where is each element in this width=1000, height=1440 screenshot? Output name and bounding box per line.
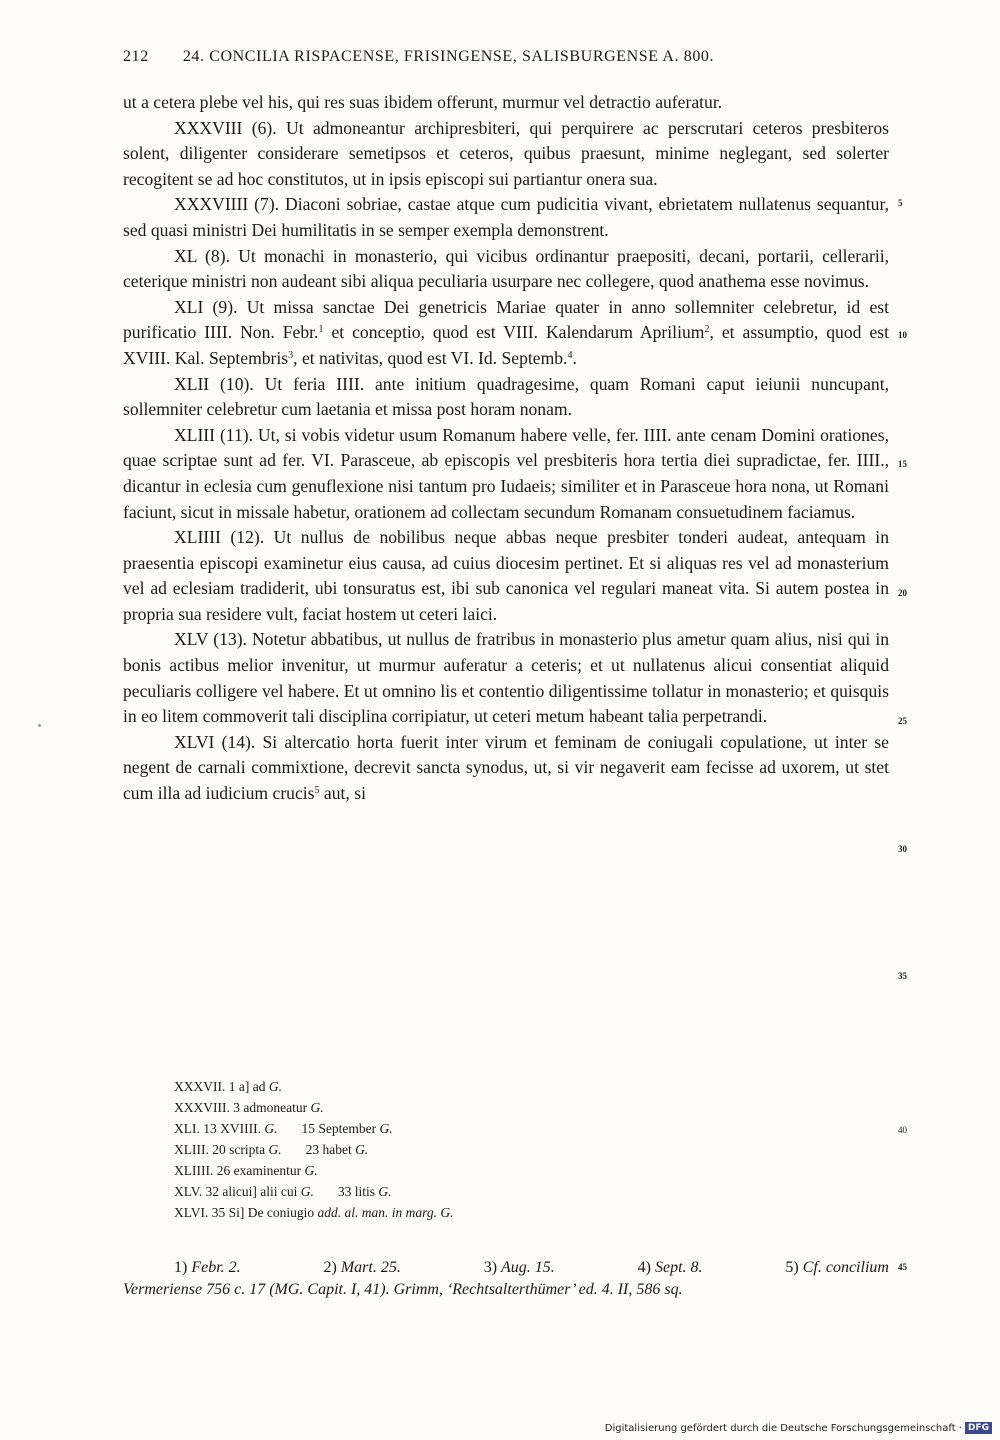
footnote-1 bbox=[174, 1257, 241, 1279]
line-number: 15 bbox=[898, 459, 907, 469]
footnote-ref-5: 5 bbox=[314, 785, 320, 797]
apparatus-siglum: G. bbox=[379, 1121, 393, 1136]
footnote-text: Aug. 15. bbox=[501, 1259, 555, 1276]
main-text bbox=[123, 90, 889, 807]
canon-xlvi-text-a: XLVI (14). Si altercatio horta fuerit inter virum et feminam de coniugali copulatione, ut inter se negent de carnali commixtione, decrevit sancta synodus, ut, si vir negaverit eam fecisse ad uxorem, ut stet cum illa ad iudicium crucis bbox=[123, 731, 889, 804]
canon-xli-text-b: et conceptio, quod est VIII. Kalendarum Aprilium bbox=[323, 322, 705, 343]
footnote-number: 2) bbox=[323, 1259, 341, 1276]
dfg-logo: DFG bbox=[965, 1422, 992, 1434]
canon-xli-text-d: , et nativitas, quod est VI. Id. Septemb. bbox=[293, 347, 568, 368]
apparatus-text: 33 litis bbox=[337, 1184, 379, 1199]
canon-xli-text-e: . bbox=[572, 347, 577, 368]
digitization-credit bbox=[605, 1422, 992, 1434]
footnote-number: 1) bbox=[174, 1259, 192, 1276]
margin-speck bbox=[38, 724, 41, 727]
canon-xxxviii: XXXVIII (6). Ut admoneantur archipresbiteri, qui perquirere ac perscrutari ceteros presbiteros solent, diligenter considerare semetipsos et ceteros, quibus praesunt, minime neglegant, sed solerter recogitent se ad hoc constitutos, ut in ipsis episcopi sui partiantur onera sua. bbox=[123, 117, 889, 189]
apparatus-line bbox=[174, 1181, 454, 1202]
apparatus-text: XLIII. 20 scripta bbox=[174, 1142, 269, 1157]
apparatus-siglum: G. bbox=[268, 1079, 282, 1094]
apparatus-text: XLI. 13 XVIIII. bbox=[174, 1121, 265, 1136]
footnote-number: 3) bbox=[483, 1259, 502, 1276]
canon-xli-text-a: XLI (9). Ut missa sanctae Dei genetricis Mariae quater in anno sollemniter celebretur, id est purificatio IIII. Non. Febr. bbox=[123, 296, 889, 343]
apparatus-line bbox=[174, 1160, 454, 1181]
apparatus-siglum: G. bbox=[264, 1121, 278, 1136]
apparatus-text: XXXVIII. 3 admoneatur bbox=[174, 1100, 311, 1115]
apparatus-siglum: G. bbox=[355, 1142, 369, 1157]
footnote-continuation bbox=[123, 1279, 889, 1301]
apparatus-siglum: G. bbox=[268, 1142, 282, 1157]
canon-xli bbox=[123, 295, 889, 372]
line-number: 45 bbox=[898, 1262, 907, 1272]
apparatus-text: 23 habet bbox=[305, 1142, 356, 1157]
line-number: 20 bbox=[898, 588, 907, 598]
footnote-2 bbox=[324, 1257, 401, 1279]
line-number: 40 bbox=[898, 1125, 907, 1135]
footnote-ref-4: 4 bbox=[567, 349, 573, 361]
canon-xlv: XLV (13). Notetur abbatibus, ut nullus de fratribus in monasterio plus ametur quam alius, nisi qui in bonis actibus melior invenitur, ut murmur auferatur a ceteris; et ut nullatenus alicui consentiat aliquid peculiaris colligere vel habere. Et ut omnino lis et contentio diligentissime tollatur in monasterio; et quisquis in eo litem commoverit tali disciplina corripiatur, ut ceteri metum habeant talia perpetrandi. bbox=[123, 629, 889, 727]
apparatus-text: XLIIII. 26 examinentur bbox=[174, 1163, 305, 1178]
footnote-row bbox=[123, 1257, 889, 1279]
running-header bbox=[123, 48, 714, 66]
apparatus-text: XLVI. 35 Si] De coniugio bbox=[174, 1205, 318, 1220]
line-number: 5 bbox=[898, 198, 903, 208]
apparatus-line bbox=[174, 1202, 454, 1223]
apparatus-line bbox=[174, 1118, 454, 1139]
apparatus-line bbox=[174, 1097, 454, 1118]
footnote-5 bbox=[785, 1257, 889, 1279]
footnote-ref-1: 1 bbox=[318, 324, 324, 336]
line-number: 10 bbox=[898, 330, 907, 340]
apparatus-line bbox=[174, 1076, 454, 1097]
canon-xlii: XLII (10). Ut feria IIII. ante initium quadragesime, quam Romani caput ieiunii nuncupant, sollemniter celebretur cum laetania et missa post horam nonam. bbox=[123, 373, 889, 420]
footnote-ref-3: 3 bbox=[288, 349, 294, 361]
credit-text: Digitalisierung gefördert durch die Deutsche Forschungsgemeinschaft · bbox=[604, 1422, 962, 1434]
critical-apparatus bbox=[174, 1076, 907, 1223]
line-number: 35 bbox=[898, 971, 907, 981]
apparatus-siglum: G. bbox=[310, 1100, 324, 1115]
apparatus-text: XXXVII. 1 a] ad bbox=[174, 1079, 269, 1094]
footnote-text: Mart. 25. bbox=[340, 1259, 401, 1276]
footnote-text: Febr. 2. bbox=[191, 1259, 241, 1276]
footnote-ref-2: 2 bbox=[704, 324, 710, 336]
apparatus-siglum: G. bbox=[304, 1163, 318, 1178]
canon-xlvi bbox=[123, 730, 889, 807]
canon-xxxviiii: XXXVIIII (7). Diaconi sobriae, castae atque cum pudicitia vivant, ebrietatem nullatenus sequantur, sed quasi ministri Dei humilitatis in se semper exempla demonstrent. bbox=[123, 194, 889, 240]
canon-xliii: XLIII (11). Ut, si vobis videtur usum Romanum habere velle, fer. IIII. ante cenam Domini orationes, quae scriptae sunt ad fer. VI. Parasceue, ab episcopis vel presbiteris hora tertia diei supradictae, fer. IIII., dicantur in eclesia cum genuflexione nisi tantum pro Iudaeis; similiter et in Parasceue hora nona, ut Romani faciunt, sicut in missale habetur, orationem ad collectam secundum Romanam consuetudinem faciamus. bbox=[123, 424, 889, 522]
paragraph-continuation: ut a cetera plebe vel his, qui res suas ibidem offerunt, murmur vel detractio auferatur. bbox=[123, 92, 723, 112]
footnote-text: Sept. 8. bbox=[655, 1259, 703, 1276]
page-number: 212 bbox=[123, 48, 149, 65]
running-title: 24. CONCILIA RISPACENSE, FRISINGENSE, SALISBURGENSE A. 800. bbox=[182, 48, 715, 65]
apparatus-siglum: G. bbox=[300, 1184, 314, 1199]
footnote-4 bbox=[638, 1257, 703, 1279]
apparatus-text: XLV. 32 alicui] alii cui bbox=[174, 1184, 301, 1199]
footnote-3 bbox=[484, 1257, 555, 1279]
canon-xlvi-text-b: aut, si bbox=[319, 783, 366, 804]
footnotes bbox=[123, 1257, 889, 1301]
footnote-text: Cf. concilium bbox=[802, 1259, 889, 1276]
apparatus-siglum: G. bbox=[378, 1184, 392, 1199]
canon-xliiii: XLIIII (12). Ut nullus de nobilibus neque abbas neque presbiter tonderi audeat, antequam in praesentia episcopi examinetur eius causa, ad cuius diocesim pertinet. Et si aliquas res vel ad monasterium vel ad eclesiam tradiderit, ubi tonsuratus est, ibi sub canonica vel regulari maneat vita. Si autem postea in propria sua residere vult, faciat hostem ut ceteri laici. bbox=[123, 527, 889, 624]
footnote-number: 5) bbox=[785, 1259, 803, 1276]
apparatus-siglum: add. al. man. in marg. G. bbox=[317, 1205, 454, 1220]
line-number: 25 bbox=[898, 716, 907, 726]
footnote-number: 4) bbox=[637, 1259, 655, 1276]
apparatus-line bbox=[174, 1139, 454, 1160]
canon-xl: XL (8). Ut monachi in monasterio, qui vicibus ordinantur praepositi, decani, portarii, cellerarii, ceterique ministri non audeant sibi aliqua peculiaria usurpare nec collegere, quod anathema esse novimus. bbox=[123, 245, 889, 292]
apparatus-text: 15 September bbox=[301, 1121, 380, 1136]
line-number: 30 bbox=[898, 844, 907, 854]
footnote-text: Vermeriense 756 c. 17 (MG. Capit. I, 41). Grimm, ‘Rechtsalterthümer’ ed. 4. II, 586 sq. bbox=[123, 1281, 683, 1298]
canon-xli-text-c: , et assumptio, quod est XVIII. Kal. Septembris bbox=[123, 322, 889, 368]
